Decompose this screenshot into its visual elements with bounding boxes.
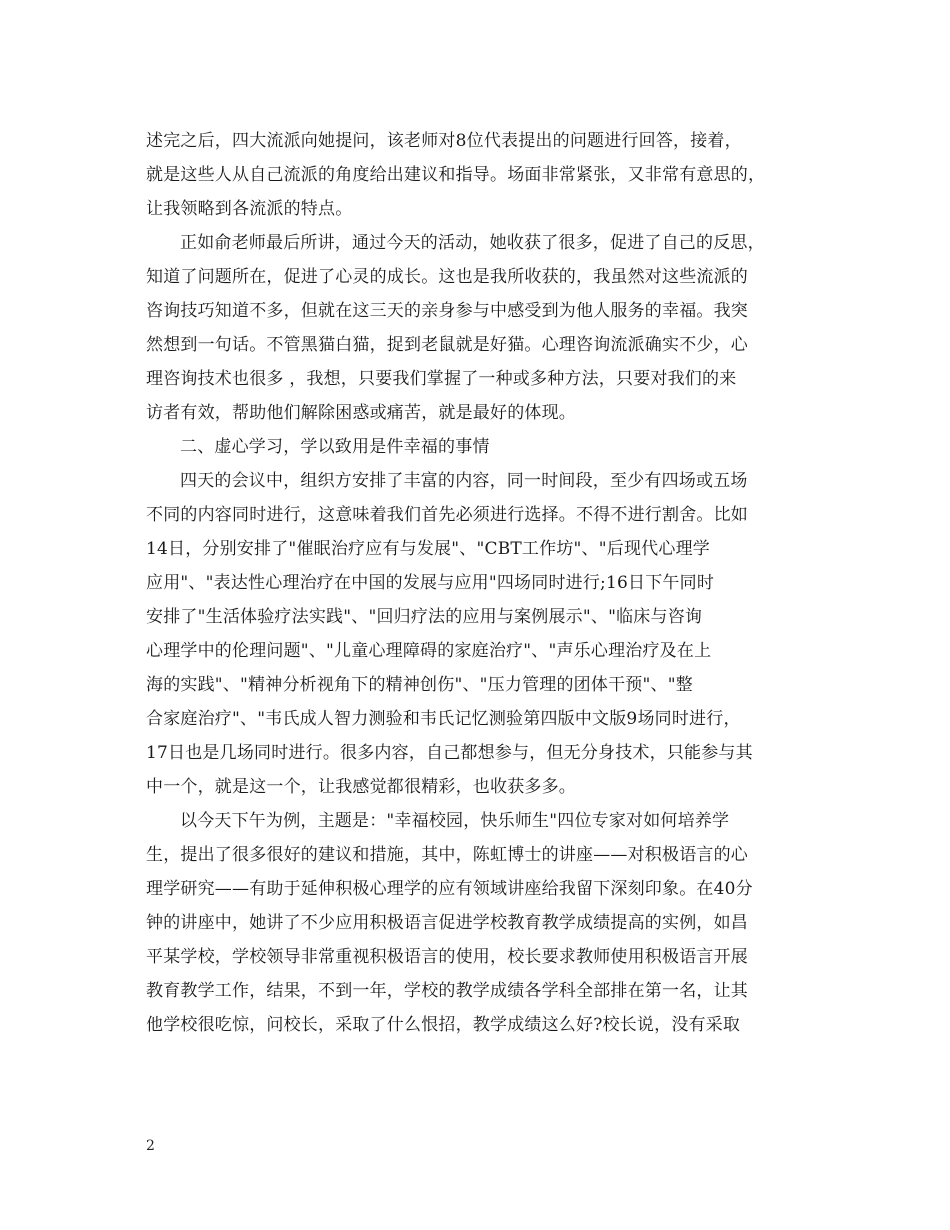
text-line: 中一个，就是这一个，让我感觉都很精彩，也收获多多。 xyxy=(146,777,576,797)
text-line: 心理学中的伦理问题"、"儿童心理障碍的家庭治疗"、"声乐心理治疗及在上 xyxy=(146,641,712,661)
document-body xyxy=(146,124,810,1042)
text-line: 不同的内容同时进行，这意味着我们首先必须进行选择。不得不进行割舍。比如 xyxy=(146,505,748,525)
text-line: 平某学校，学校领导非常重视积极语言的使用，校长要求教师使用积极语言开展 xyxy=(146,947,748,967)
text-line: 生，提出了很多很好的建议和措施，其中，陈虹博士的讲座——对积极语言的心 xyxy=(146,845,748,865)
text-line: 述完之后，四大流派向她提问，该老师对8位代表提出的问题进行回答，接着， xyxy=(146,131,742,151)
text-line: 正如俞老师最后所讲，通过今天的活动，她收获了很多，促进了自己的反思， xyxy=(180,233,765,253)
text-line: 理学研究——有助于延伸积极心理学的应有领域讲座给我留下深刻印象。在40分 xyxy=(146,879,753,899)
text-line: 四天的会议中，组织方安排了丰富的内容，同一时间段，至少有四场或五场 xyxy=(180,471,748,491)
text-line: 以今天下午为例，主题是："幸福校园，快乐师生"四位专家对如何培养学 xyxy=(180,811,730,831)
text-line: 知道了问题所在，促进了心灵的成长。这也是我所收获的，我虽然对这些流派的 xyxy=(146,267,748,287)
text-line: 钟的讲座中，她讲了不少应用积极语言促进学校教育教学成绩提高的实例，如昌 xyxy=(146,913,748,933)
text-line: 咨询技巧知道不多，但就在这三天的亲身参与中感受到为他人服务的幸福。我突 xyxy=(146,301,748,321)
text-line: 17日也是几场同时进行。很多内容，自己都想参与，但无分身技术，只能参与其 xyxy=(146,743,753,763)
text-line: 14日，分别安排了"催眠治疗应有与发展"、"CBT工作坊"、"后现代心理学 xyxy=(146,539,710,559)
text-line: 他学校很吃惊，问校长，采取了什么恨招，教学成绩这么好?校长说，没有采取 xyxy=(146,1015,741,1035)
text-line: 理咨询技术也很多 ，我想，只要我们掌握了一种或多种方法，只要对我们的来 xyxy=(146,369,737,389)
text-line: 就是这些人从自己流派的角度给出建议和指导。场面非常紧张，又非常有意思的， xyxy=(146,165,766,185)
text-line: 然想到一句话。不管黑猫白猫，捉到老鼠就是好猫。心理咨询流派确实不少，心 xyxy=(146,335,748,355)
text-line: 让我领略到各流派的特点。 xyxy=(146,199,353,219)
text-line: 海的实践"、"精神分析视角下的精神创伤"、"压力管理的团体干预"、"整 xyxy=(146,675,693,695)
section-heading: 二、虚心学习，学以致用是件幸福的事情 xyxy=(180,437,490,457)
page-number: 2 xyxy=(146,1138,155,1154)
text-line: 应用"、"表达性心理治疗在中国的发展与应用"四场同时进行;16日下午同时 xyxy=(146,573,715,593)
text-line: 安排了"生活体验疗法实践"、"回归疗法的应用与案例展示"、"临床与咨询 xyxy=(146,607,703,627)
text-line: 访者有效，帮助他们解除困惑或痛苦，就是最好的体现。 xyxy=(146,403,576,423)
text-line: 合家庭治疗"、"韦氏成人智力测验和韦氏记忆测验第四版中文版9场同时进行， xyxy=(146,709,741,729)
text-line: 教育教学工作，结果，不到一年，学校的教学成绩各学科全部排在第一名，让其 xyxy=(146,981,748,1001)
